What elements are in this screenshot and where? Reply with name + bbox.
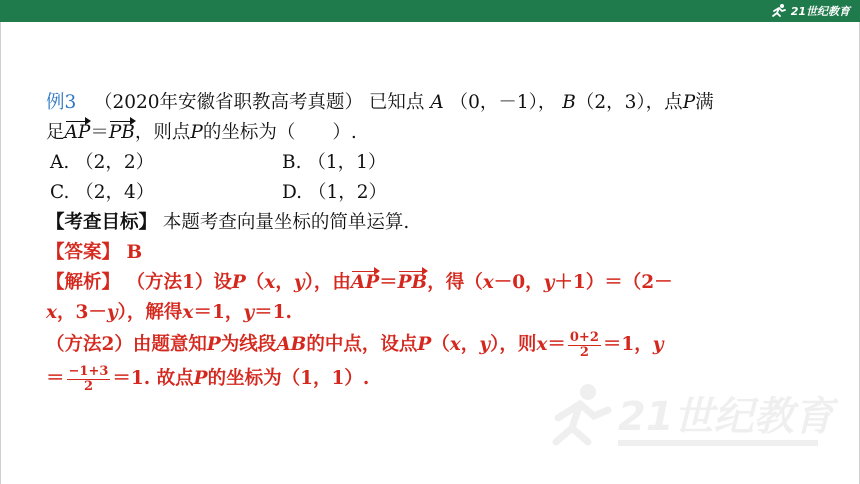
analysis-text: （: [431, 334, 450, 355]
var-y: y: [479, 334, 491, 355]
left-border: [0, 22, 1, 484]
fraction-2: [67, 365, 111, 394]
analysis-label: 【解析】: [46, 272, 121, 293]
fraction-denominator: 2: [579, 344, 589, 360]
example-label: 例3: [46, 92, 77, 113]
svg-text:21世纪教育: 21世纪教育: [618, 394, 834, 440]
logo-text: 21世纪教育: [790, 5, 850, 18]
problem-stem-line2: [46, 118, 826, 148]
analysis-text: ＝: [46, 368, 65, 389]
fraction-1: [568, 331, 601, 360]
fraction-numerator: −1+3: [68, 363, 109, 379]
var-x: x: [46, 302, 58, 323]
analysis-text: （: [245, 272, 265, 293]
analysis-text: ＝1.: [254, 302, 292, 323]
answer-label: 【答案】: [46, 242, 121, 263]
analysis-text: ＋1）＝（2－: [554, 272, 673, 293]
analysis-text: ＝1. 故点: [112, 368, 194, 389]
analysis-text: ，: [275, 272, 294, 293]
analysis-text: ＝1，: [193, 302, 244, 323]
option-b[interactable]: [282, 148, 386, 178]
var-x: x: [182, 302, 194, 323]
equals-sign: ＝: [90, 122, 109, 143]
option-value: （2，2）: [75, 152, 155, 173]
stem-text: 已知点: [368, 92, 425, 113]
options-row-1: [46, 148, 826, 178]
problem-content: [46, 88, 826, 396]
analysis-text: ，: [460, 334, 480, 355]
option-a[interactable]: [46, 148, 282, 178]
var-y: y: [106, 302, 118, 323]
example-source: （2020年安徽省职教高考真题）: [93, 92, 364, 113]
option-c[interactable]: [46, 178, 282, 208]
var-x: x: [536, 334, 548, 355]
analysis-text: ，得（: [427, 272, 483, 293]
point-p: P: [190, 122, 203, 143]
analysis-text: ），由: [304, 272, 351, 293]
point-a: A: [430, 92, 444, 113]
analysis-text: 的坐标为（1，1）.: [207, 368, 370, 389]
brand-logo: [770, 1, 850, 21]
option-value: （2，4）: [75, 182, 155, 203]
analysis-line4: [46, 362, 826, 396]
option-letter: D.: [282, 182, 303, 203]
analysis-text: （方法1）设: [126, 272, 232, 293]
target-line: [46, 208, 826, 238]
point-p: P: [417, 334, 432, 355]
analysis-text: （方法2）由题意知: [46, 334, 207, 355]
point-p: P: [206, 334, 221, 355]
option-value: （1，1）: [307, 152, 387, 173]
var-x: x: [482, 272, 494, 293]
analysis-text: ＝: [547, 334, 566, 355]
stem-text: 的坐标为（ ）.: [202, 122, 357, 143]
option-letter: B.: [282, 152, 302, 173]
stem-text: 满: [695, 92, 714, 113]
target-label: 【考查目标】: [46, 212, 158, 233]
analysis-line3: [46, 328, 826, 362]
option-value: （1，2）: [307, 182, 387, 203]
point-p: P: [682, 92, 696, 113]
target-text: 本题考查向量坐标的简单运算.: [162, 212, 410, 233]
analysis-line1: [46, 268, 826, 298]
analysis-text: ，3－: [57, 302, 107, 323]
vector-ap: AP: [351, 268, 379, 298]
answer-value: B: [126, 242, 143, 263]
coords-b: （2，3），点: [575, 92, 683, 113]
var-x: x: [264, 272, 276, 293]
point-b: B: [562, 92, 576, 113]
options-row-2: [46, 178, 826, 208]
vector-pb: PB: [109, 118, 135, 148]
point-p: P: [193, 368, 208, 389]
option-d[interactable]: [282, 178, 387, 208]
runner-icon: [770, 3, 788, 19]
stem-text: ，则点: [134, 122, 191, 143]
fraction-denominator: 2: [83, 378, 93, 394]
equals-sign: ＝: [379, 272, 398, 293]
coords-a: （0，－1），: [449, 92, 557, 113]
answer-line: [46, 238, 826, 268]
var-y: y: [543, 272, 555, 293]
fraction-numerator: 0+2: [569, 329, 599, 345]
var-x: x: [449, 334, 461, 355]
analysis-line2: [46, 298, 826, 328]
var-y: y: [652, 334, 664, 355]
option-letter: C.: [50, 182, 70, 203]
point-p: P: [231, 272, 246, 293]
var-y: y: [293, 272, 305, 293]
var-y: y: [243, 302, 255, 323]
analysis-text: －0，: [493, 272, 544, 293]
analysis-text: 的中点，设点: [306, 334, 418, 355]
problem-stem-line1: [46, 88, 826, 118]
analysis-text: ＝1，: [602, 334, 653, 355]
stem-text: 足: [46, 122, 65, 143]
analysis-text: 为线段: [220, 334, 277, 355]
header-bar: [0, 0, 860, 22]
segment-ab: AB: [276, 334, 307, 355]
vector-pb: PB: [398, 268, 428, 298]
analysis-text: ），解得: [117, 302, 183, 323]
option-letter: A.: [50, 152, 70, 173]
vector-ap: AP: [65, 118, 91, 148]
analysis-text: ），则: [490, 334, 537, 355]
